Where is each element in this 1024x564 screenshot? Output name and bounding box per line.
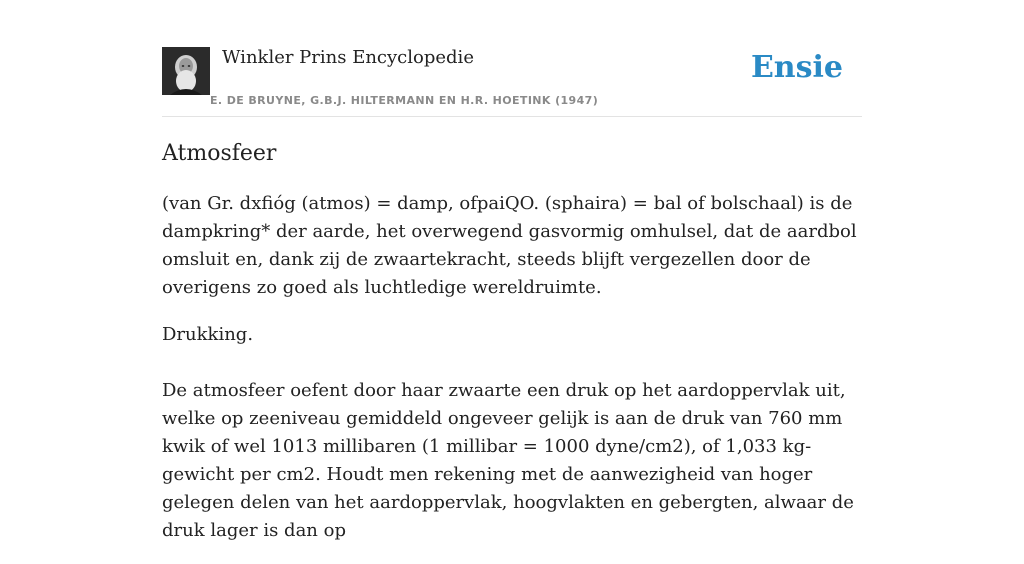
avatar — [162, 47, 210, 95]
authors-line: E. DE BRUYNE, G.B.J. HILTERMANN EN H.R. HOETINK (1947) — [210, 94, 599, 107]
section-heading-drukking: Drukking. — [162, 324, 254, 345]
brand-logo-link[interactable]: Ensie — [750, 50, 843, 85]
article-title: Atmosfeer — [162, 141, 277, 166]
author-portrait-icon — [162, 47, 210, 95]
paragraph-pressure: De atmosfeer oefent door haar zwaarte een druk op het aardoppervlak uit, welke op zeeniveau gemiddeld ongeveer gelijk is aan de druk van 760 mm kwik of wel 1013 millibaren (1 millibar = 1000 dyne/cm2), of 1,033 kg-gewicht per cm2. Houdt men rekening met de aanwezigheid van hoger gelegen delen van het aardoppervlak, hoogvlakten en gebergten, alwaar de druk lager is dan op — [162, 380, 854, 541]
article — [162, 138, 862, 564]
publication-title[interactable]: Winkler Prins Encyclopedie — [222, 47, 474, 68]
header — [162, 44, 862, 117]
paragraph-intro: (van Gr. dxfióg (atmos) = damp, ofpaiQO. (sphaira) = bal of bolschaal) is de dampkring* der aarde, het overwegend gasvormig omhulsel, dat de aardbol omsluit en, dank zij de zwaartekracht, steeds blijft vergezellen door de overigens zo goed als luchtledige wereldruimte. — [162, 193, 857, 298]
